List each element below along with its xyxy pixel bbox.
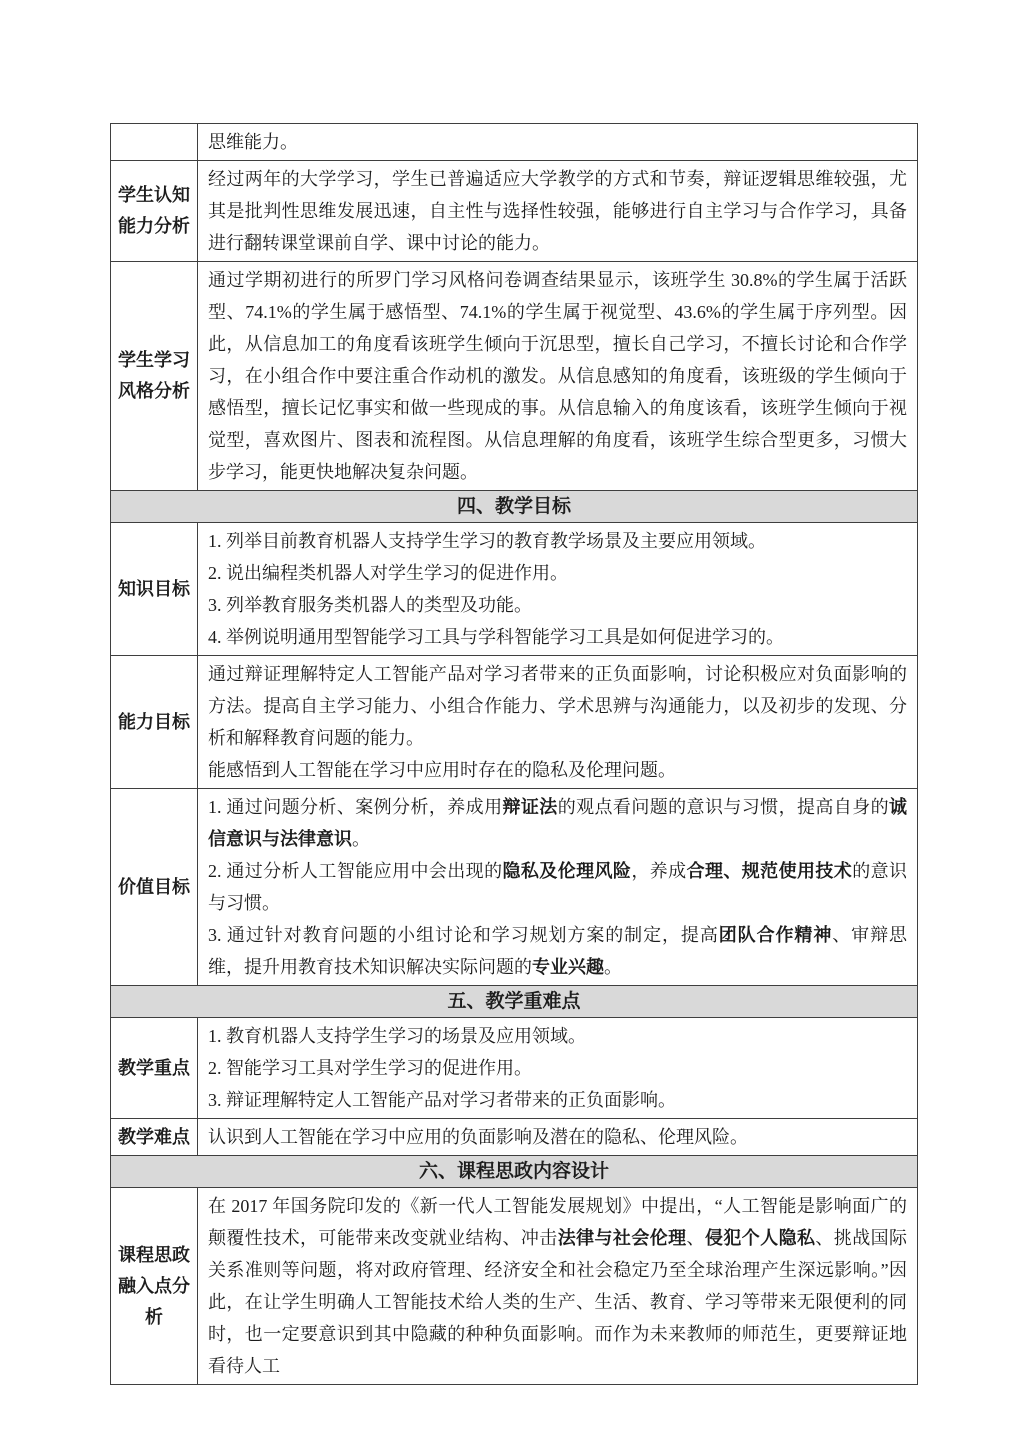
table-row — [111, 1018, 918, 1119]
row-content — [198, 789, 918, 986]
paragraph: 在 2017 年国务院印发的《新一代人工智能发展规划》中提出，“人工智能是影响面广的颠覆性技术，可能带来改变就业结构、冲击法律与社会伦理、侵犯个人隐私、挑战国际关系准则等问题，将对政府管理、经济安全和社会稳定乃至全球治理产生深远影响。”因此，在让学生明确人工智能技术给人类的生产、生活、教育、学习等带来无限便利的同时，也一定要意识到其中隐藏的种种负面影响。而作为未来教师的师范生，更要辩证地看待人工 — [208, 1196, 908, 1376]
paragraph: 1. 通过问题分析、案例分析，养成用辩证法的观点看问题的意识与习惯，提高自身的诚信意识与法律意识。 — [208, 797, 908, 849]
section-title: 六、课程思政内容设计 — [111, 1156, 918, 1188]
paragraph: 通过学期初进行的所罗门学习风格问卷调查结果显示，该班学生 30.8%的学生属于活跃型、74.1%的学生属于感悟型、74.1%的学生属于视觉型、43.6%的学生属于序列型。因此，从信息加工的角度看该班学生倾向于沉思型，擅长自己学习，不擅长讨论和合作学习，在小组合作中要注重合作动机的激发。从信息感知的角度看，该班级的学生倾向于感悟型，擅长记忆事实和做一些现成的事。从信息输入的角度该看，该班学生倾向于视觉型，喜欢图片、图表和流程图。从信息理解的角度看，该班学生综合型更多，习惯大步学习，能更快地解决复杂问题。 — [208, 270, 907, 482]
row-label: 价值目标 — [111, 789, 198, 986]
table-body — [111, 124, 918, 1385]
row-content — [198, 161, 918, 262]
section-header-row — [111, 1156, 918, 1188]
row-content — [198, 124, 918, 161]
bold-text: 合理、规范使用技术 — [686, 861, 853, 881]
paragraph: 思维能力。 — [208, 132, 298, 152]
row-content — [198, 1188, 918, 1385]
section-title: 四、教学目标 — [111, 491, 918, 523]
row-content — [198, 523, 918, 656]
row-content — [198, 656, 918, 789]
row-label: 学生认知能力分析 — [111, 161, 198, 262]
paragraph: 认识到人工智能在学习中应用的负面影响及潜在的隐私、伦理风险。 — [208, 1127, 748, 1147]
paragraph: 3. 辩证理解特定人工智能产品对学习者带来的正负面影响。 — [208, 1090, 676, 1110]
row-label: 知识目标 — [111, 523, 198, 656]
paragraph: 1. 教育机器人支持学生学习的场景及应用领域。 — [208, 1026, 586, 1046]
section-title: 五、教学重难点 — [111, 986, 918, 1018]
paragraph: 2. 说出编程类机器人对学生学习的促进作用。 — [208, 563, 568, 583]
row-content — [198, 1119, 918, 1156]
row-label: 学生学习风格分析 — [111, 262, 198, 491]
table-row — [111, 1119, 918, 1156]
lesson-plan-table — [110, 123, 918, 1385]
table-row — [111, 161, 918, 262]
row-label: 教学重点 — [111, 1018, 198, 1119]
paragraph: 3. 通过针对教育问题的小组讨论和学习规划方案的制定，提高团队合作精神、审辩思维，提升用教育技术知识解决实际问题的专业兴趣。 — [208, 925, 907, 977]
bold-text: 辩证法 — [502, 797, 558, 817]
paragraph: 3. 列举教育服务类机器人的类型及功能。 — [208, 595, 532, 615]
section-header-row — [111, 491, 918, 523]
row-label: 教学难点 — [111, 1119, 198, 1156]
table-row — [111, 262, 918, 491]
paragraph: 2. 通过分析人工智能应用中会出现的隐私及伦理风险，养成合理、规范使用技术的意识与习惯。 — [208, 861, 908, 913]
row-content — [198, 1018, 918, 1119]
bold-text: 隐私及伦理风险 — [502, 861, 632, 881]
paragraph: 通过辩证理解特定人工智能产品对学习者带来的正负面影响，讨论积极应对负面影响的方法。提高自主学习能力、小组合作能力、学术思辨与沟通能力，以及初步的发现、分析和解释教育问题的能力。 — [208, 664, 907, 748]
bold-text: 诚信意识与法律意识 — [208, 797, 908, 849]
table-row — [111, 656, 918, 789]
paragraph: 经过两年的大学学习，学生已普遍适应大学教学的方式和节奏，辩证逻辑思维较强，尤其是批判性思维发展迅速，自主性与选择性较强，能够进行自主学习与合作学习，具备进行翻转课堂课前自学、课中讨论的能力。 — [208, 169, 907, 253]
paragraph: 2. 智能学习工具对学生学习的促进作用。 — [208, 1058, 532, 1078]
section-header-row — [111, 986, 918, 1018]
row-content — [198, 262, 918, 491]
table-row — [111, 523, 918, 656]
paragraph: 1. 列举目前教育机器人支持学生学习的教育教学场景及主要应用领域。 — [208, 531, 766, 551]
table-row — [111, 1188, 918, 1385]
table-row — [111, 789, 918, 986]
row-label: 课程思政融入点分析 — [111, 1188, 198, 1385]
bold-text: 法律与社会伦理 — [557, 1228, 687, 1248]
paragraph: 能感悟到人工智能在学习中应用时存在的隐私及伦理问题。 — [208, 760, 676, 780]
bold-text: 专业兴趣 — [532, 957, 604, 977]
paragraph: 4. 举例说明通用型智能学习工具与学科智能学习工具是如何促进学习的。 — [208, 627, 784, 647]
row-label: 能力目标 — [111, 656, 198, 789]
row-label — [111, 124, 198, 161]
table-row — [111, 124, 918, 161]
bold-text: 团队合作精神 — [718, 925, 833, 945]
bold-text: 侵犯个人隐私 — [704, 1228, 816, 1248]
